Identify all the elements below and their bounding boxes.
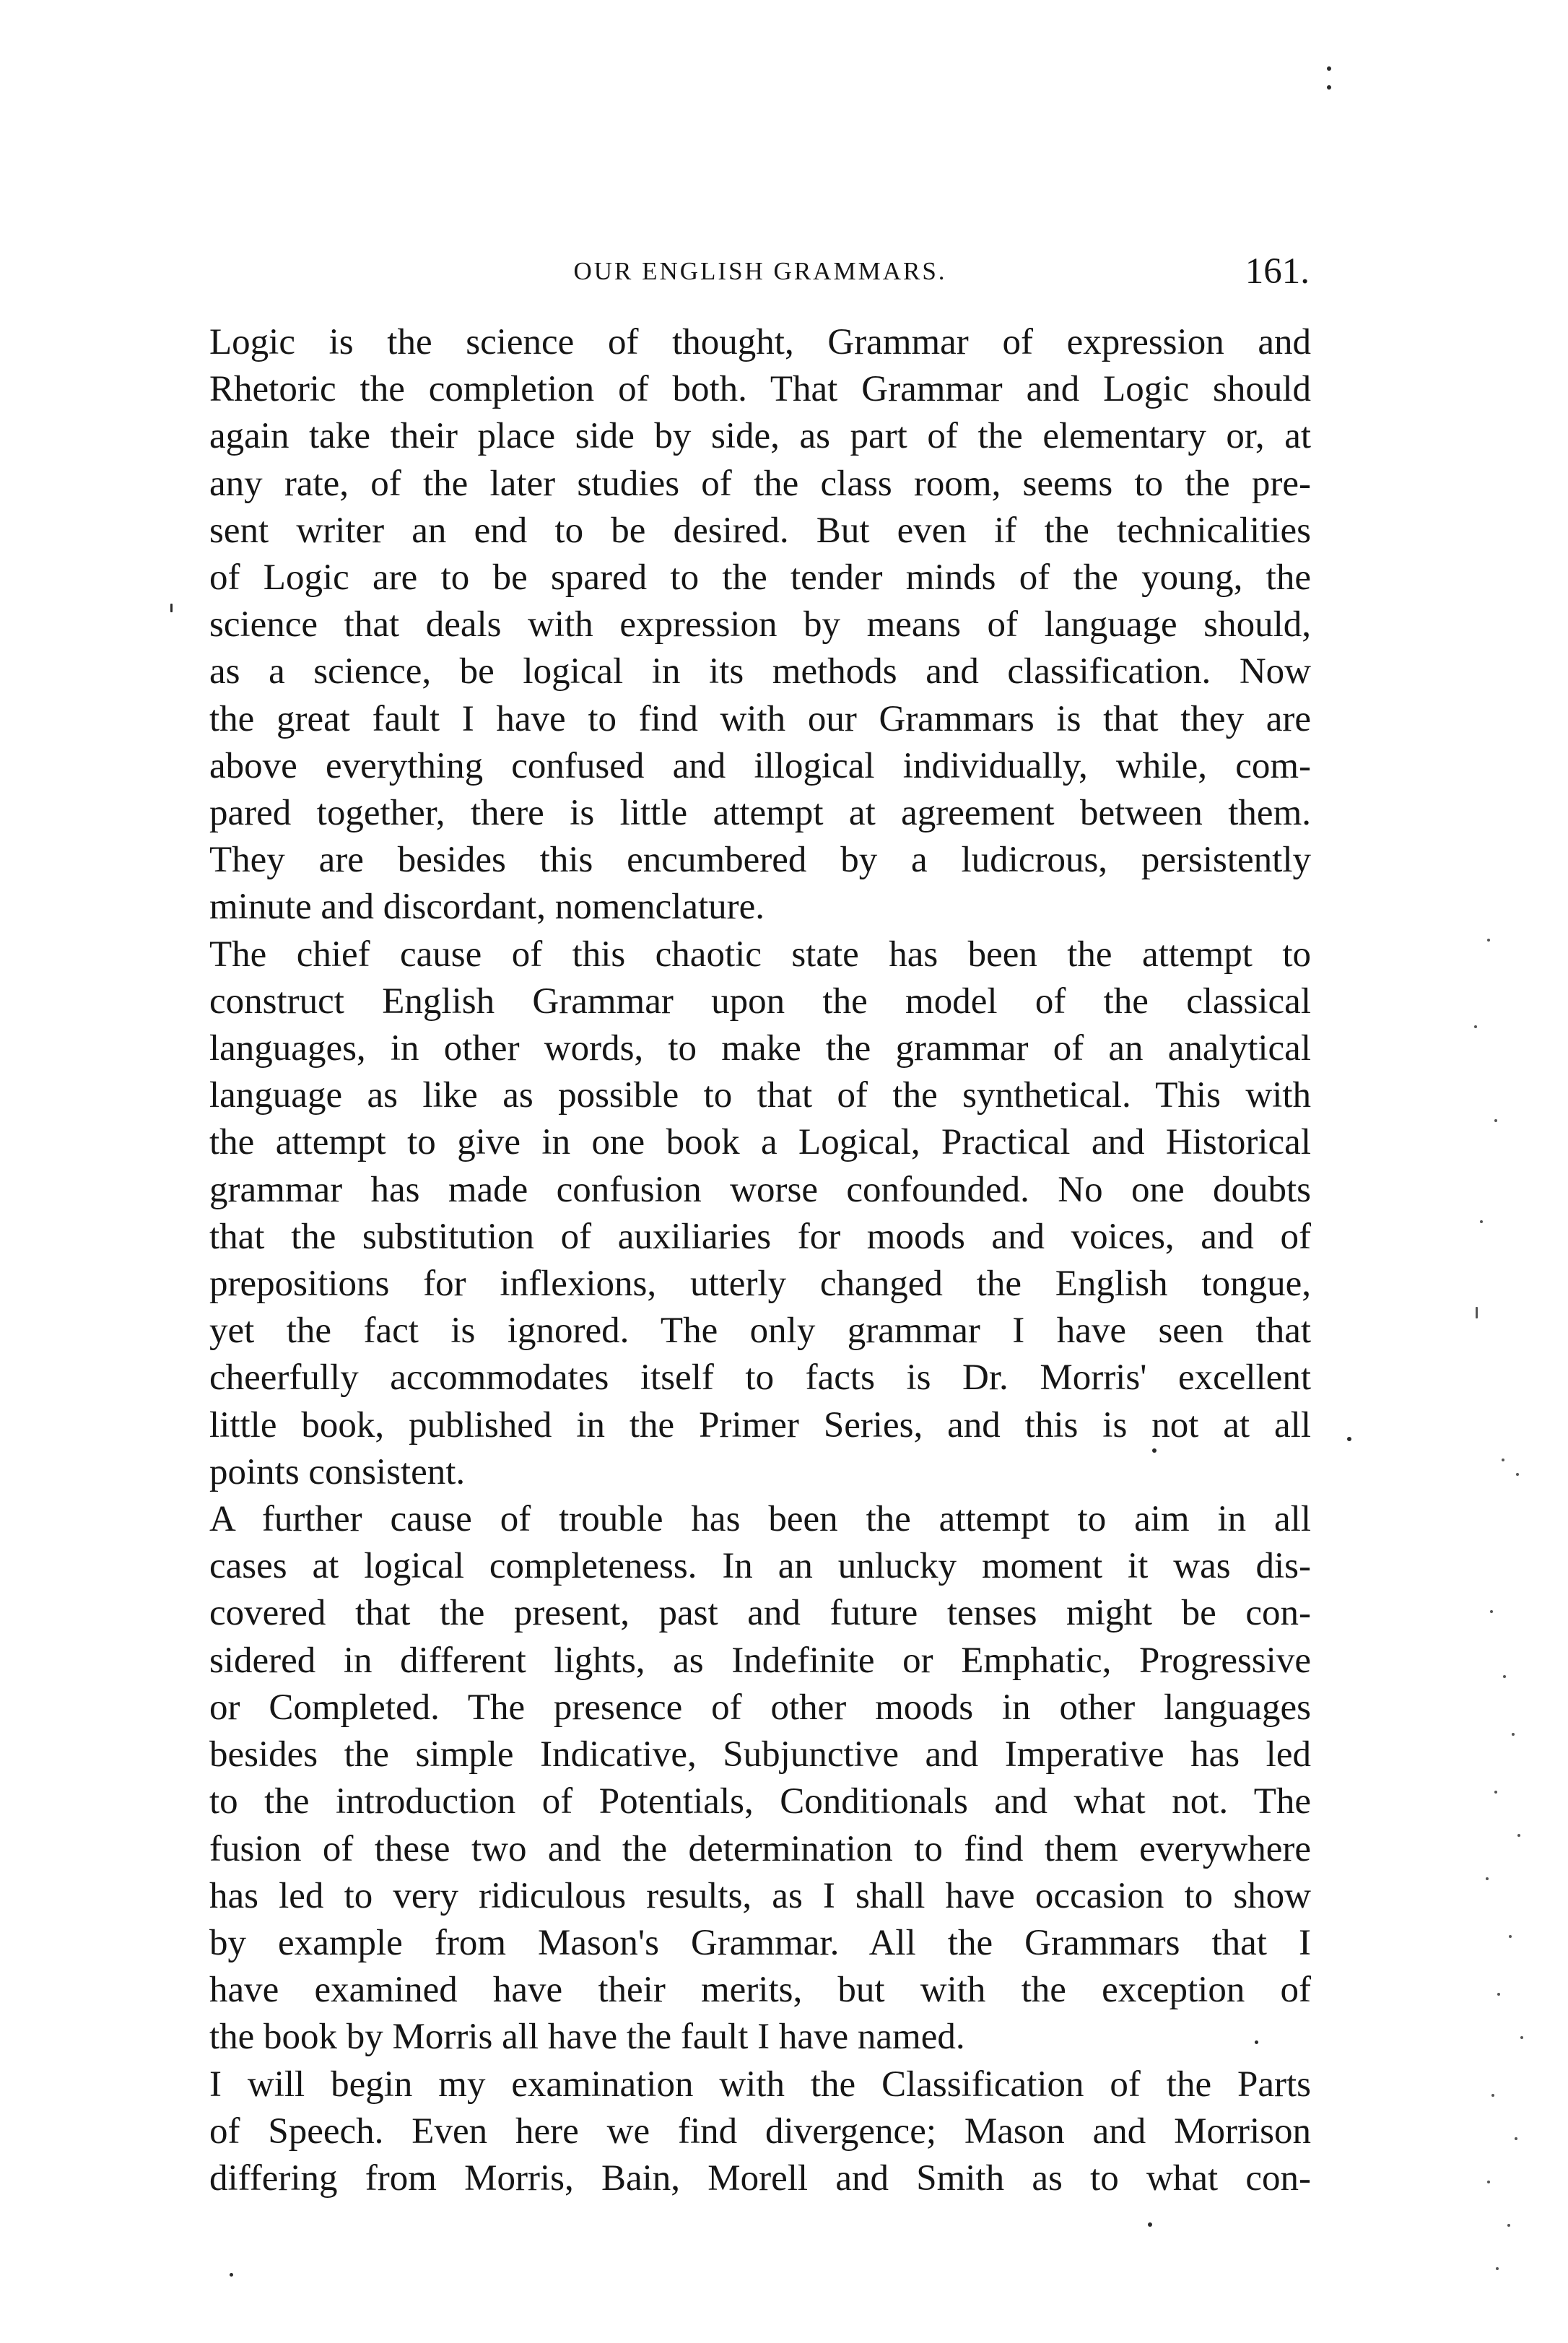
scan-speck bbox=[1490, 1610, 1493, 1613]
text-line: differing from Morris, Bain, Morell and Smith as to what con- bbox=[209, 2157, 1311, 2199]
scan-speck bbox=[1512, 1733, 1515, 1736]
scan-speck bbox=[1497, 1993, 1500, 1996]
scan-speck bbox=[1148, 2222, 1152, 2227]
scan-speck bbox=[1480, 1220, 1483, 1223]
text-line: to the introduction of Potentials, Conditionals and what not. The bbox=[209, 1781, 1311, 1822]
text-line: that the substitution of auxiliaries for moods and voices, and of bbox=[209, 1216, 1311, 1257]
text-line: yet the fact is ignored. The only grammar I have seen that bbox=[209, 1310, 1311, 1352]
scan-speck bbox=[1491, 2094, 1494, 2097]
text-line: A further cause of trouble has been the attempt to aim in all bbox=[209, 1499, 1311, 1540]
text-line: have examined have their merits, but with the exception of bbox=[209, 1970, 1311, 2011]
text-line: cases at logical completeness. In an unlucky moment it was dis- bbox=[209, 1546, 1311, 1587]
text-line: or Completed. The presence of other moods in other languages bbox=[209, 1687, 1311, 1728]
scan-speck bbox=[1486, 1877, 1489, 1880]
text-line: language as like as possible to that of the synthetical. This with bbox=[209, 1075, 1311, 1116]
scan-speck bbox=[1494, 1791, 1497, 1794]
scan-speck bbox=[1494, 1119, 1497, 1122]
text-line: Rhetoric the completion of both. That Grammar and Logic should bbox=[209, 369, 1311, 410]
text-line: science that deals with expression by means of language should, bbox=[209, 604, 1311, 645]
scan-speck bbox=[1509, 1935, 1512, 1938]
paragraph-4 bbox=[209, 2061, 1311, 2203]
text-line: by example from Mason's Grammar. All the Grammars that I bbox=[209, 1922, 1311, 1963]
scan-speck bbox=[1520, 2036, 1523, 2039]
scan-speck bbox=[1507, 2224, 1510, 2227]
scan-speck bbox=[170, 604, 173, 612]
scan-speck bbox=[230, 2273, 233, 2277]
text-line: minute and discordant, nomenclature. bbox=[209, 887, 765, 928]
scan-speck bbox=[1474, 1025, 1477, 1028]
body-text bbox=[209, 319, 1311, 2202]
scan-speck bbox=[1487, 2181, 1490, 2183]
text-line: I will begin my examination with the Classification of the Parts bbox=[209, 2064, 1311, 2105]
text-line: Logic is the science of thought, Grammar of expression and bbox=[209, 322, 1311, 362]
scan-speck bbox=[1152, 1448, 1157, 1453]
scan-speck bbox=[1516, 1473, 1519, 1476]
text-line: covered that the present, past and future tenses might be con- bbox=[209, 1593, 1311, 1634]
text-line: the great fault I have to find with our Grammars is that they are bbox=[209, 698, 1311, 739]
text-line: besides the simple Indicative, Subjunctive and Imperative has led bbox=[209, 1734, 1311, 1775]
scan-speck bbox=[1255, 2040, 1258, 2044]
scan-speck bbox=[1347, 1437, 1351, 1441]
text-line: fusion of these two and the determination to find them everywhere bbox=[209, 1828, 1311, 1869]
text-line: little book, published in the Primer Series, and this is not at all bbox=[209, 1404, 1311, 1446]
paragraph-1 bbox=[209, 319, 1311, 931]
text-line: the attempt to give in one book a Logical, Practical and Historical bbox=[209, 1122, 1311, 1163]
scan-speck bbox=[1327, 85, 1331, 90]
text-line: languages, in other words, to make the grammar of an analytical bbox=[209, 1028, 1311, 1069]
text-line: They are besides this encumbered by a ludicrous, persistently bbox=[209, 840, 1311, 881]
text-line: has led to very ridiculous results, as I shall have occasion to show bbox=[209, 1875, 1311, 1916]
paragraph-2 bbox=[209, 931, 1311, 1496]
text-line: again take their place side by side, as part of the elementary or, at bbox=[209, 416, 1311, 457]
text-line: of Logic are to be spared to the tender minds of the young, the bbox=[209, 557, 1311, 599]
text-line: sent writer an end to be desired. But even if the technicalities bbox=[209, 510, 1311, 551]
scan-speck bbox=[1476, 1307, 1478, 1318]
scan-speck bbox=[1503, 1675, 1506, 1678]
text-line: the book by Morris all have the fault I have named. bbox=[209, 2017, 965, 2058]
text-line: prepositions for inflexions, utterly changed the English tongue, bbox=[209, 1264, 1311, 1305]
scan-speck bbox=[1496, 2267, 1499, 2270]
running-head bbox=[211, 250, 1310, 293]
text-line: as a science, be logical in its methods and classification. Now bbox=[209, 651, 1311, 692]
paragraph-3 bbox=[209, 1496, 1311, 2061]
text-line: The chief cause of this chaotic state has been the attempt to bbox=[209, 934, 1311, 975]
margin-bleed-through bbox=[1465, 939, 1552, 2311]
text-line: above everything confused and illogical individually, while, com- bbox=[209, 745, 1311, 786]
running-title: OUR ENGLISH GRAMMARS. bbox=[573, 257, 947, 285]
text-line: construct English Grammar upon the model of the classical bbox=[209, 981, 1311, 1022]
text-line: pared together, there is little attempt at agreement between them. bbox=[209, 793, 1311, 834]
page-number: 161. bbox=[1245, 251, 1310, 292]
scan-speck bbox=[1517, 1834, 1520, 1837]
scan-speck bbox=[1515, 2137, 1517, 2140]
scan-speck bbox=[1502, 1459, 1504, 1461]
scan-speck bbox=[1487, 939, 1490, 942]
text-line: points consistent. bbox=[209, 1451, 466, 1492]
text-line: of Speech. Even here we find divergence; Mason and Morrison bbox=[209, 2111, 1311, 2152]
text-line: sidered in different lights, as Indefinite or Emphatic, Progressive bbox=[209, 1640, 1311, 1681]
text-line: cheerfully accommodates itself to facts is Dr. Morris' excellent bbox=[209, 1357, 1311, 1399]
scan-speck bbox=[1327, 66, 1331, 71]
text-line: any rate, of the later studies of the class room, seems to the pre- bbox=[209, 463, 1311, 504]
text-line: grammar has made confusion worse confounded. No one doubts bbox=[209, 1169, 1311, 1210]
